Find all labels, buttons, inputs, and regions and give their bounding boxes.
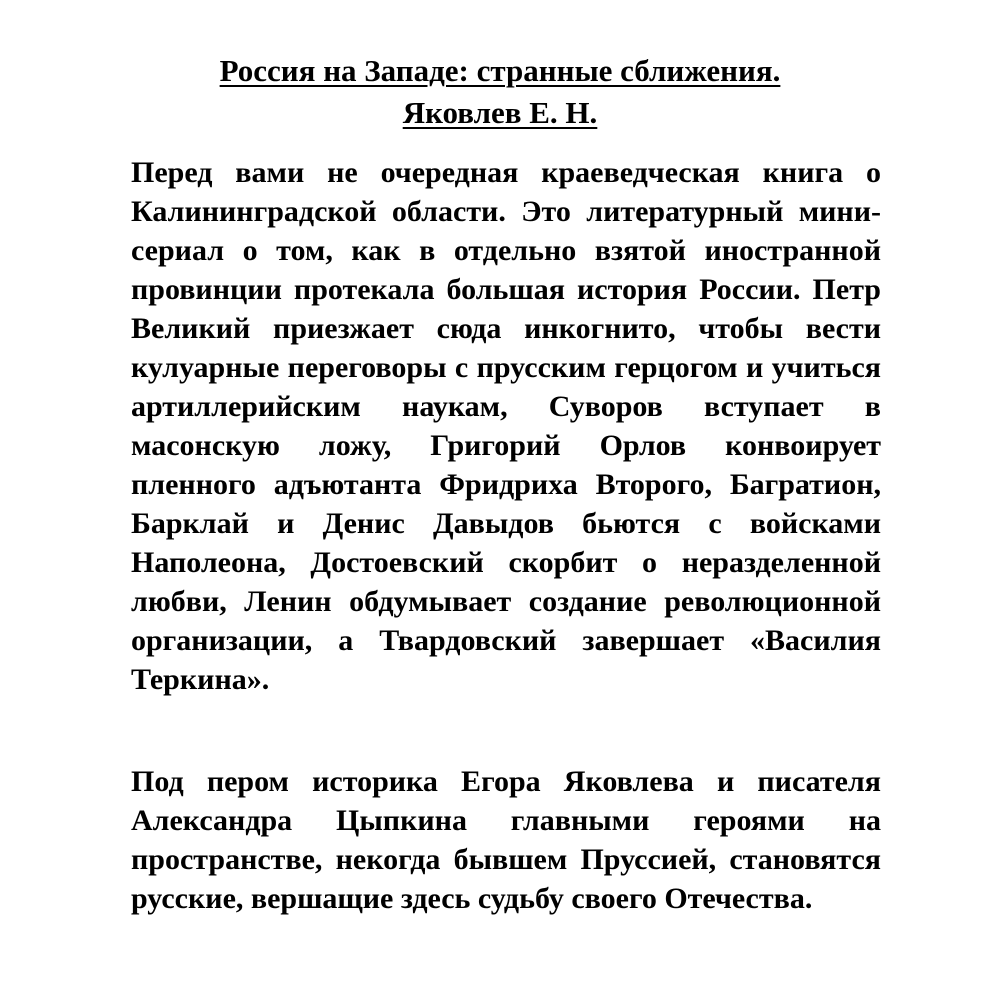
title-block [0, 50, 1000, 134]
title-line [0, 50, 1000, 92]
document-title: Россия на Западе: странные сближения. [219, 53, 781, 88]
document-author: Яковлев Е. Н. [402, 95, 598, 130]
author-line [0, 92, 1000, 134]
paragraph-2: Под пером историка Егора Яковлева и писателя Александра Цыпкина главными героями на пространстве, некогда бывшем Пруссией, становятся русские, вершащие здесь судьбу своего Отечества. [131, 765, 881, 915]
paragraph-1: Перед вами не очередная краеведческая книга о Калининградской области. Это литературный мини-сериал о том, как в отдельно взятой иностранной провинции протекала большая история России. Петр Великий приезжает сюда инкогнито, чтобы вести кулуарные переговоры с прусским герцогом и учиться артиллерийским наукам, Суворов вступает в масонскую ложу, Григорий Орлов конвоирует пленного адъютанта Фридриха Второго, Багратион, Барклай и Денис Давыдов бьются с войсками Наполеона, Достоевский скорбит о неразделенной любви, Ленин обдумывает создание революционной организации, а Твардовский завершает «Василия Теркина». [131, 156, 881, 696]
